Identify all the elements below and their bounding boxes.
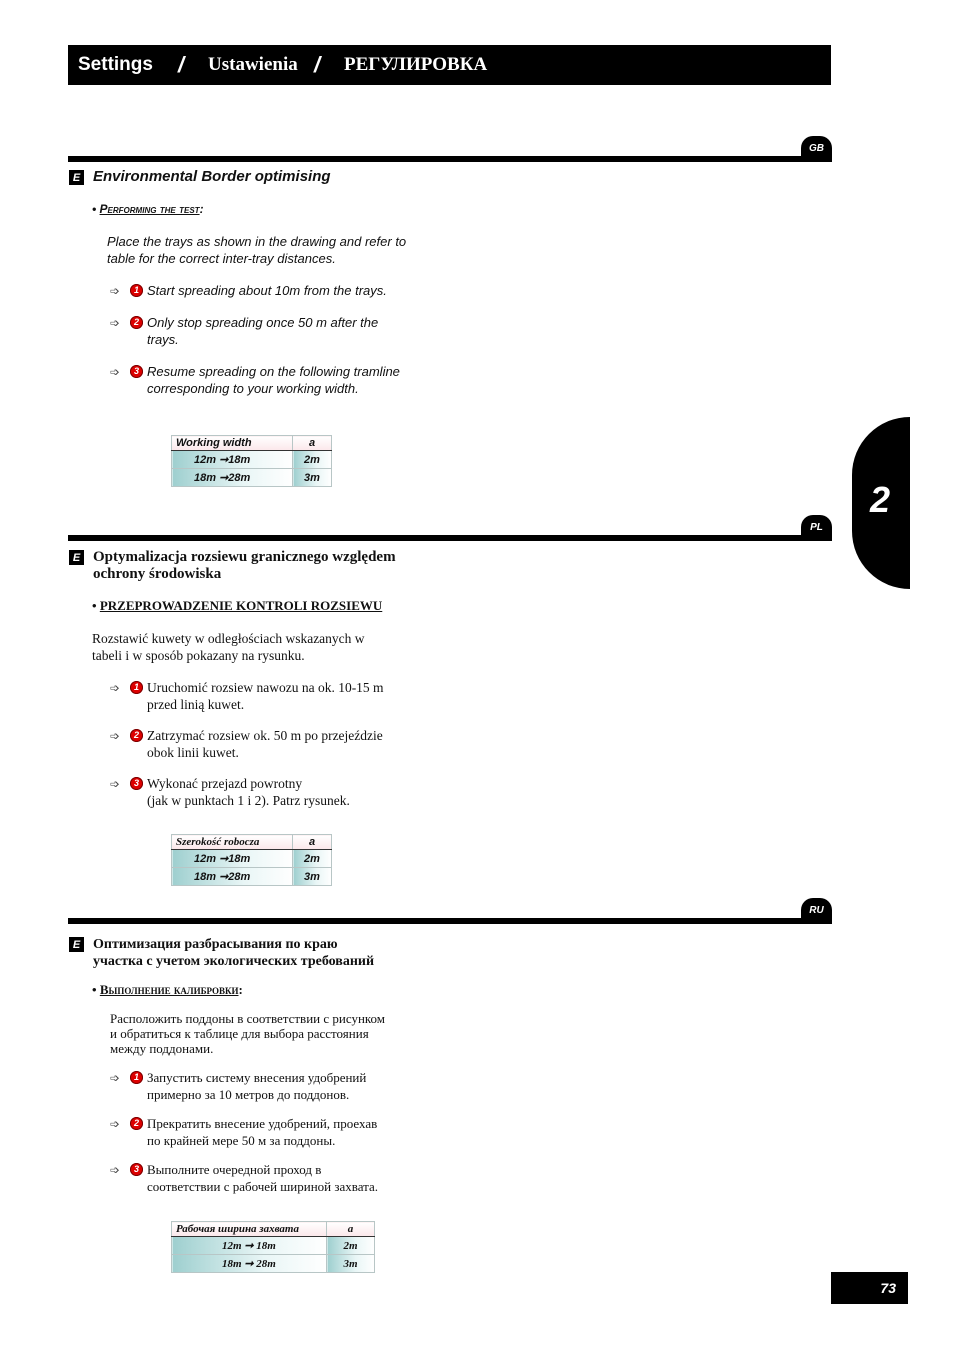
arrow-right-icon: ➩: [110, 1071, 121, 1085]
lang-badge-pl: PL: [801, 515, 832, 539]
arrow-right-icon: ➩: [110, 1117, 121, 1131]
table-cell: 2m: [327, 1237, 375, 1255]
section-rule-pl: [68, 535, 832, 541]
step-number-icon: 2: [130, 316, 143, 329]
table-cell: 3m: [293, 469, 332, 487]
arrow-right-icon: ➩: [110, 365, 121, 379]
chapter-tab: [852, 417, 910, 589]
table-cell: 18m ➞ 28m: [172, 1255, 327, 1273]
subheading-pl: • PRZEPROWADZENIE KONTROLI ROZSIEWU: [92, 598, 383, 613]
lang-badge-ru: RU: [801, 898, 832, 922]
header-separator: /: [178, 52, 185, 77]
table-cell: 12m ➞18m: [172, 850, 293, 868]
intro-pl: Rozstawić kuwety w odległościach wskazanych w tabeli i w sposób pokazany na rysunku.: [92, 631, 365, 663]
section-rule-gb: [68, 156, 832, 162]
arrow-right-icon: ➩: [110, 1163, 121, 1177]
width-table-pl: [171, 834, 332, 886]
step-number-icon: 2: [130, 729, 143, 742]
step-number-icon: 1: [130, 681, 143, 694]
table-cell: 3m: [327, 1255, 375, 1273]
table-cell: 18m ➞28m: [172, 868, 293, 886]
intro-gb: Place the trays as shown in the drawing and refer to table for the correct inter-tray distances.: [107, 234, 407, 266]
table-cell: 18m ➞28m: [172, 469, 293, 487]
arrow-right-icon: ➩: [110, 284, 121, 298]
subheading-ru: • Выполнение калибровки:: [92, 982, 243, 997]
table-header: Szerokość robocza: [172, 835, 293, 850]
arrow-right-icon: ➩: [110, 681, 121, 695]
section-title-gb: Environmental Border optimising: [93, 168, 331, 185]
header-separator: /: [314, 52, 321, 77]
step-number-icon: 2: [130, 1117, 143, 1130]
section-marker-ru: E: [69, 937, 84, 952]
table-header: a: [327, 1222, 375, 1237]
lang-badge-gb: GB: [801, 136, 832, 160]
table-cell: 2m: [293, 451, 332, 469]
arrow-right-icon: ➩: [110, 777, 121, 791]
step-number-icon: 3: [130, 777, 143, 790]
table-cell: 3m: [293, 868, 332, 886]
width-table-ru: [171, 1221, 375, 1273]
header-title-en: Settings: [78, 54, 153, 75]
table-header: Working width: [172, 436, 293, 451]
header-title-pl: Ustawienia: [208, 54, 298, 75]
step-number-icon: 1: [130, 284, 143, 297]
table-header: a: [293, 436, 332, 451]
header-title-ru: РЕГУЛИРОВКА: [344, 54, 488, 75]
page-header: [68, 45, 831, 85]
step-number-icon: 3: [130, 365, 143, 378]
page-number: 73: [831, 1272, 908, 1304]
section-marker-pl: E: [69, 550, 84, 565]
table-header: a: [293, 835, 332, 850]
section-title-pl: Optymalizacja rozsiewu granicznego względem ochrony środowiska: [93, 549, 396, 582]
table-cell: 2m: [293, 850, 332, 868]
section-rule-ru: [68, 918, 832, 924]
chapter-number: 2: [870, 479, 891, 520]
arrow-right-icon: ➩: [110, 316, 121, 330]
intro-ru: Расположить поддоны в соответствии с рисунком и обратиться к таблице для выбора расстояния между поддонами.: [110, 1011, 386, 1056]
step-number-icon: 3: [130, 1163, 143, 1176]
section-marker-gb: E: [69, 170, 84, 185]
width-table-gb: [171, 435, 332, 487]
table-header: Рабочая ширина захвата: [172, 1222, 327, 1237]
step-number-icon: 1: [130, 1071, 143, 1084]
table-cell: 12m ➞18m: [172, 451, 293, 469]
subheading-gb: • Performing the test:: [92, 202, 204, 216]
section-title-ru: Оптимизация разбрасывания по краю участка с учетом экологических требований: [93, 937, 375, 969]
table-cell: 12m ➞ 18m: [172, 1237, 327, 1255]
arrow-right-icon: ➩: [110, 729, 121, 743]
